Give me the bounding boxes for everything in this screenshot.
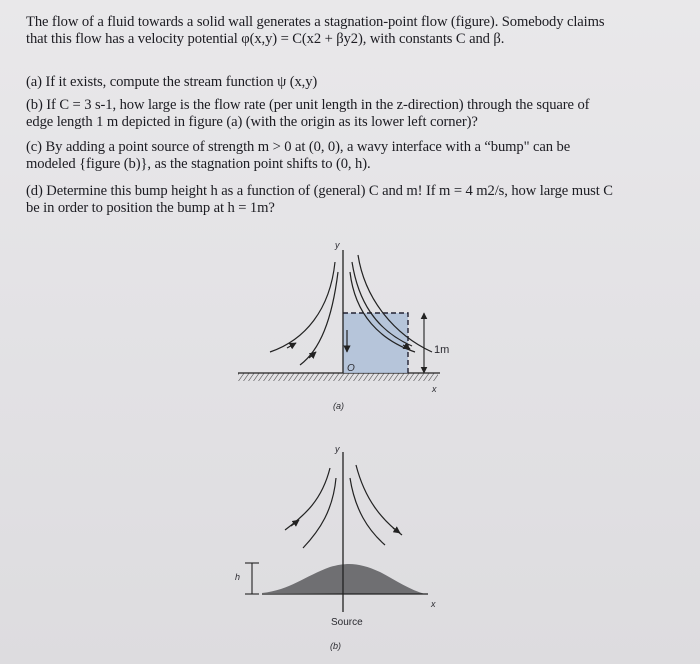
part-d-line-1: (d) Determine this bump height h as a function of (general) C and m! If m = 4 m2/s, how large must C (26, 183, 613, 199)
part-b-line-1: (b) If C = 3 s-1, how large is the flow rate (per unit length in the z-direction) through the square of (26, 97, 590, 113)
part-c-line-1: (c) By adding a point source of strength m > 0 at (0, 0), a wavy interface with a “bump" can be (26, 139, 571, 155)
intro-line-1: The flow of a fluid towards a solid wall generates a stagnation-point flow (figure). Somebody claims (26, 14, 605, 30)
arrow-b-left (291, 520, 299, 526)
part-c-line-2: modeled {figure (b)}, as the stagnation point shifts to (0, h). (26, 156, 371, 172)
streamline-b-right-inner (350, 478, 385, 545)
edge-length-label: 1m (434, 344, 450, 356)
wall-hatch-a (238, 373, 438, 381)
streamline-a-left-inner (300, 272, 338, 365)
source-label: Source (331, 617, 363, 628)
x-axis-label-a: x (432, 384, 437, 394)
figure-b (245, 452, 428, 612)
figure-a (238, 250, 440, 381)
origin-label: O (347, 363, 355, 374)
height-label-b: h (235, 572, 241, 582)
caption-b: (b) (330, 641, 341, 651)
part-a-text: (a) If it exists, compute the stream function ψ (x,y) (26, 74, 318, 90)
y-axis-label-a: y (335, 240, 340, 250)
streamline-b-left-inner (303, 478, 336, 548)
arrow-b-right (393, 528, 400, 533)
intro-line-2: that this flow has a velocity potential φ(x,y) = C(x2 + βy2), with constants C and β. (26, 31, 505, 47)
part-d-line-2: be in order to position the bump at h = 1m? (26, 200, 275, 216)
streamline-b-right-outer (356, 465, 402, 535)
caption-a: (a) (333, 401, 344, 411)
x-axis-label-b: x (431, 599, 436, 609)
part-b-line-2: edge length 1 m depicted in figure (a) (with the origin as its lower left corner)? (26, 114, 478, 130)
y-axis-label-b: y (335, 444, 340, 454)
streamline-a-left-outer (270, 262, 335, 352)
